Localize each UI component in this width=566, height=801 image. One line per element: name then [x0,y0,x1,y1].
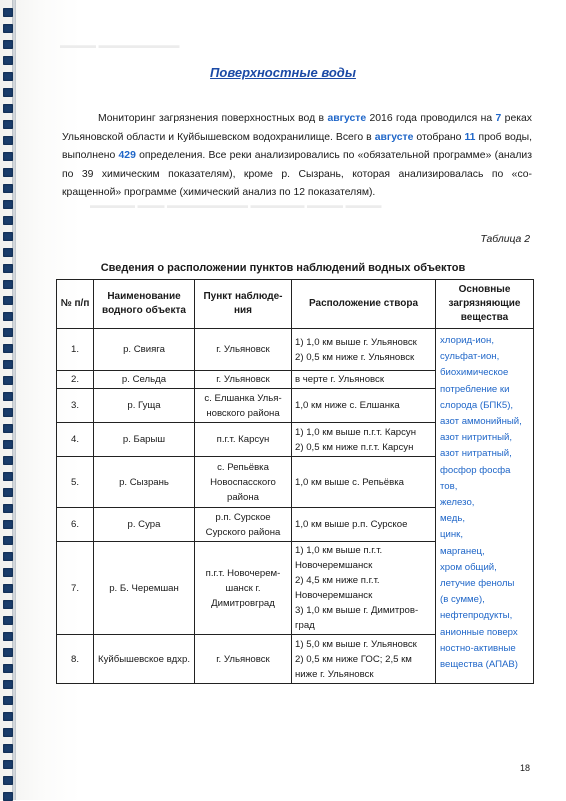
binding-hole [3,504,13,513]
pollutant-line: слорода (БПК5), [440,399,514,411]
binding-hole [3,744,13,753]
site-line: 1,0 км выше р.п. Сурское [295,519,408,530]
water-body-name: р. Сызрань [94,457,195,508]
binding-hole [3,152,13,161]
river-count: 7 [495,113,502,124]
binding-hole [3,712,13,721]
pollutant-line: хром общий, [440,561,497,573]
water-body-name: р. Сельда [94,371,195,389]
table-title: Сведения о расположении пунктов наблюдений водных объектов [100,262,466,274]
table-row [57,329,534,371]
pollutant-line: летучие фенолы [440,578,515,590]
pollutant-line: анионные поверх [440,626,518,638]
row-number: 7. [57,542,94,635]
section-heading: Поверхностные воды [210,65,356,80]
binding-hole [3,728,13,737]
binding-hole [3,696,13,705]
binding-hole [3,568,13,577]
site-location [292,508,436,542]
pollutant-line: цинк, [440,529,464,541]
water-body-name: р. Б. Черемшан [94,542,195,635]
binding-hole [3,552,13,561]
observation-point: р.п. Сурское Сурского района [195,508,292,542]
binding-hole [3,440,13,449]
observation-point: п.г.т. Карсун [195,423,292,457]
show-through-text: ▬▬▬▬ ▬▬▬▬▬▬▬▬▬ [60,40,180,50]
binding-hole [3,632,13,641]
pollutant-line: нефтепродукты, [440,610,513,622]
water-body-name: р. Гуща [94,389,195,423]
binding-hole [3,488,13,497]
site-line: 1) 1,0 км выше г. Ульяновск [295,336,417,348]
month-highlight: августе [327,113,367,124]
site-location [292,542,436,635]
observation-point: г. Ульяновск [195,635,292,684]
pollutant-line: вещества (АПАВ) [440,659,519,671]
binding-hole [3,312,13,321]
binding-hole [3,584,13,593]
column-header: Расположение створа [292,280,436,329]
binding-hole [3,520,13,529]
intro-paragraph: Мониторинг загрязнения поверхностных вод в августе 2016 года проводился на 7 реках Ульяновской области и Куйбышевском водохранилище. Всего в августе отобрано 11 проб воды, выполнено 429 определения. Все реки анализировались по «обязательной программе» (анализ по 39 химическим показателям), кроме р. Сызрань, которая анализировалась по «сокращенной» программе (химический анализ по 12 показателям). [62,113,533,198]
binding-hole [3,664,13,673]
row-number: 6. [57,508,94,542]
row-number: 2. [57,371,94,389]
row-number: 1. [57,329,94,371]
pollutant-line: потребление ки [440,383,510,395]
site-line: в черте г. Ульяновск [295,374,385,385]
site-line: 2) 0,5 км ниже п.г.т. Карсун [295,441,414,453]
binding-hole [3,424,13,433]
binding-hole [3,328,13,337]
binding-hole [3,408,13,417]
pollutant-line: марганец, [440,545,485,557]
binding-hole [3,24,13,33]
site-location [292,389,436,423]
row-number: 8. [57,635,94,684]
binding-hole [3,56,13,65]
binding-hole [3,248,13,257]
binding-hole [3,648,13,657]
month-highlight: августе [374,131,414,143]
pollutant-line: азот нитритный, [440,432,513,444]
pollutant-line: сульфат-ион, [440,351,500,363]
site-line: 1) 1,0 км выше п.г.т. Карсун [295,426,417,438]
water-body-name: р. Барыш [94,423,195,457]
binding-hole [3,344,13,353]
pollutant-line: ностно-активные [440,642,516,654]
main-pollutants [436,329,534,684]
pollutant-line: биохимическое [440,367,509,379]
row-number: 5. [57,457,94,508]
table-label: Таблица 2 [480,234,530,245]
binding-hole [3,88,13,97]
column-header: Наименование водного объекта [94,280,195,329]
site-line: 2) 0,5 км ниже г. Ульяновск [295,351,415,363]
observation-point: с. Елшанка Ульяновского района [195,389,292,423]
pollutant-line: (в сумме), [440,594,485,606]
site-line: 1) 1,0 км выше п.г.т. Новочеремшанск [295,545,383,571]
pollutant-line: азот аммонийный, [440,416,522,428]
water-body-name: Куйбышевское вдхр. [94,635,195,684]
binding-hole [3,296,13,305]
binding-hole [3,376,13,385]
binding-hole [3,472,13,481]
binding-hole [3,776,13,785]
observation-point: г. Ульяновск [195,371,292,389]
row-number: 3. [57,389,94,423]
binding-hole [3,216,13,225]
binding-hole [3,168,13,177]
binding-hole [3,120,13,129]
binding-hole [3,600,13,609]
row-number: 4. [57,423,94,457]
site-line: 1,0 км ниже с. Елшанка [295,400,400,411]
binding-hole [3,40,13,49]
determination-count: 429 [118,150,136,161]
site-line: 2) 4,5 км ниже п.г.т. Новочеремшанск [295,575,380,601]
table-header-row [57,280,534,329]
column-header: Пункт наблюдения [195,280,292,329]
observation-point: с. Репьёвка Новоспасского района [195,457,292,508]
column-header: № п/п [57,280,94,329]
site-line: 3) 1,0 км выше г. Димитровград [295,605,419,631]
binding-hole [3,200,13,209]
pollutant-line: медь, [440,513,465,525]
binding-hole [3,456,13,465]
binding-hole [3,184,13,193]
binding-hole [3,360,13,369]
pollutant-line: хлорид-ион, [440,335,494,346]
site-location [292,329,436,371]
observation-point: п.г.т. Новочеремшанск г. Димитровград [195,542,292,635]
binding-hole [3,280,13,289]
binding-hole [3,232,13,241]
binding-hole [3,536,13,545]
water-body-name: р. Сура [94,508,195,542]
binding-hole [3,392,13,401]
observation-point: г. Ульяновск [195,329,292,371]
sample-count: 11 [464,131,476,143]
spiral-binding [0,0,22,800]
pollutant-line: железо, [440,497,475,509]
binding-hole [3,104,13,113]
binding-hole [3,680,13,689]
column-header: Основные загрязняющие вещества [436,280,534,329]
page-number: 18 [519,763,530,773]
site-line: 2) 0,5 км ниже ГОС; 2,5 км ниже г. Ульяновск [295,653,412,680]
monitoring-points-table [56,279,534,684]
binding-hole [3,616,13,625]
binding-hole [3,136,13,145]
site-location [292,635,436,684]
pollutant-line: фосфор фосфа [440,464,511,476]
site-location [292,457,436,508]
binding-hole [3,760,13,769]
binding-hole [3,8,13,17]
site-location [292,371,436,389]
site-location [292,423,436,457]
site-line: 1,0 км выше с. Репьёвка [295,476,404,488]
pollutant-line: азот нитратный, [440,448,512,460]
show-through-text: ▬▬▬▬▬ ▬▬▬ ▬▬▬▬▬▬▬▬▬ ▬▬▬▬▬▬ ▬▬▬▬ ▬▬▬▬ [90,200,382,210]
site-line: 1) 5,0 км выше г. Ульяновск [295,638,417,650]
water-body-name: р. Свияга [94,329,195,371]
pollutant-line: тов, [440,480,458,492]
